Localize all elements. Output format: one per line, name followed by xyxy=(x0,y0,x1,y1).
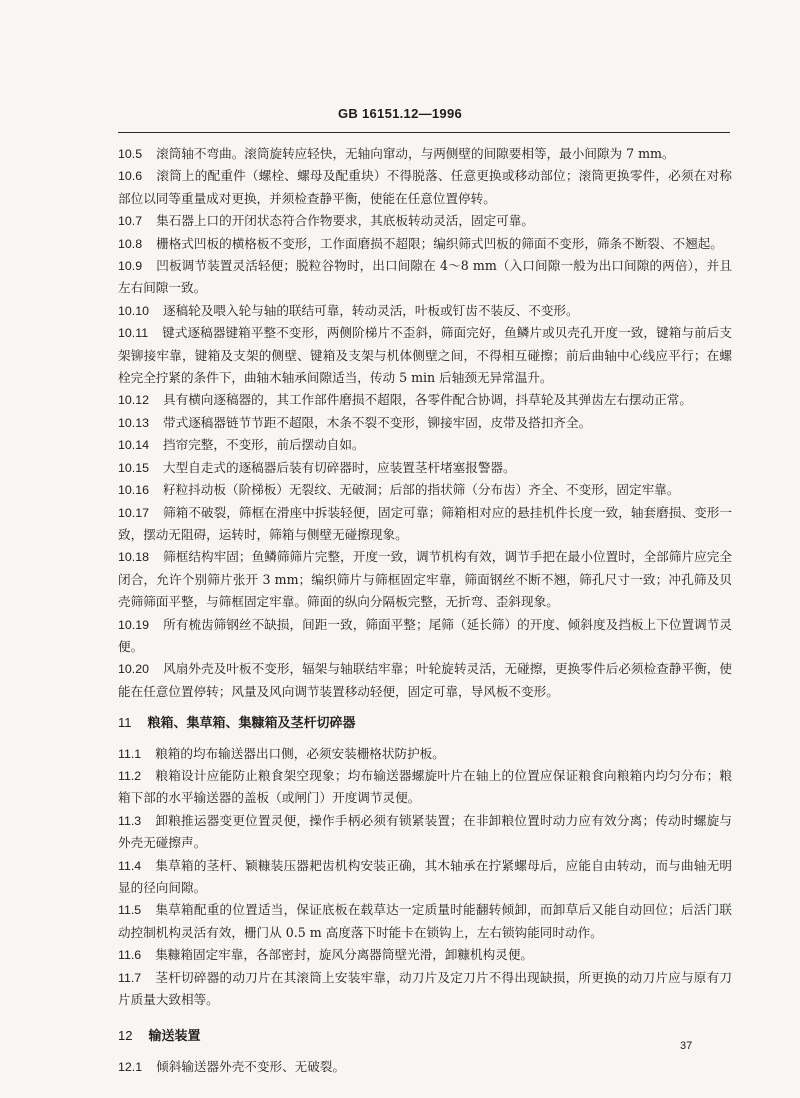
clause-paragraph xyxy=(118,614,732,659)
clause-number: 11.7 xyxy=(118,970,142,985)
clause-paragraph xyxy=(118,944,732,966)
clause-number: 10.19 xyxy=(118,617,150,632)
section-12-clauses xyxy=(118,1056,732,1078)
clause-number: 11.5 xyxy=(118,903,142,918)
section-10-clauses xyxy=(118,143,732,703)
clause-text: 粮箱的均布输送器出口侧，必须安装栅格状防护板。 xyxy=(155,745,445,761)
clause-number: 11.6 xyxy=(118,948,142,963)
clause-text: 挡帘完整，不变形，前后摆动自如。 xyxy=(163,437,365,453)
clause-paragraph xyxy=(118,143,732,165)
clause-number: 10.18 xyxy=(118,550,150,565)
clause-text: 滚筒轴不弯曲。滚筒旋转应轻快，无轴向窜动，与两侧壁的间隙要相等，最小间隙为 7 mm。 xyxy=(156,146,675,161)
section-11-heading xyxy=(118,712,732,734)
clause-text: 粮箱设计应能防止粮食架空现象；均布输送器螺旋叶片在轴上的位置应保证粮食向粮箱内均匀分布；粮箱下部的水平输送器的盖板（或闸门）开度调节灵便。 xyxy=(118,767,732,806)
clause-paragraph xyxy=(118,899,732,944)
clause-number: 10.9 xyxy=(118,259,143,274)
clause-number: 10.6 xyxy=(118,169,143,184)
clause-text: 卸粮推运器变更位置灵便，操作手柄必须有锁紧装置；在非卸粮位置时动力应有效分离；传动时螺旋与外壳无碰擦声。 xyxy=(118,812,732,851)
section-12-heading xyxy=(118,1025,732,1047)
clause-number: 10.11 xyxy=(118,326,149,341)
clause-text: 集石器上口的开闭状态符合作物要求，其底板转动灵活，固定可靠。 xyxy=(156,213,534,229)
clause-number: 10.10 xyxy=(118,303,150,318)
clause-paragraph xyxy=(118,658,732,703)
clause-text: 带式逐稿器链节节距不超限，木条不裂不变形，铆接牢固，皮带及搭扣齐全。 xyxy=(163,414,592,430)
clause-number: 12.1 xyxy=(118,1059,143,1074)
clause-text: 凹板调节装置灵活轻便；脱粒谷物时，出口间隙在 4～8 mm（入口间隙一般为出口间隙的两倍），并且左右间隙一致。 xyxy=(118,258,732,296)
clause-text: 所有梳齿筛钢丝不缺损，间距一致，筛面平整；尾筛（延长筛）的开度、倾斜度及挡板上下位置调节灵便。 xyxy=(118,616,732,654)
clause-paragraph xyxy=(118,479,732,501)
clause-number: 10.20 xyxy=(118,662,150,677)
clause-text: 籽粒抖动板（阶梯板）无裂纹、无破洞；后部的指状筛（分布齿）齐全、不变形，固定牢靠。 xyxy=(163,482,680,498)
clause-text: 集草箱配重的位置适当，保证底板在载草达一定质量时能翻转倾卸，而卸草后又能自动回位；后活门联动控制机构灵活有效，栅门从 0.5 m 高度落下时能卡在锁钩上，左右锁钩能同时动作。 xyxy=(118,902,732,940)
clause-text: 滚筒上的配重件（螺栓、螺母及配重块）不得脱落、任意更换或移动部位；滚筒更换零件，必须在对称部位以同等重量成对更换，并须检查静平衡，使能在任意位置停转。 xyxy=(118,168,732,206)
clause-text: 具有横向逐稿器的，其工作部件磨损不超限，各零件配合协调，抖草轮及其弹齿左右摆动正常。 xyxy=(163,392,692,408)
clause-text: 筛框结构牢固；鱼鳞筛筛片完整，开度一致，调节机构有效，调节手把在最小位置时，全部筛片应完全闭合，允许个别筛片张开 3 mm；编织筛片与筛框固定牢靠，筛面钢丝不断不翘，筛孔尺寸一致；冲孔筛及贝壳筛筛面平整，与筛框固定牢靠。筛面的纵向分隔板完整，无折弯、歪斜现象。 xyxy=(118,549,732,610)
clause-number: 10.5 xyxy=(118,147,143,161)
section-title: 粮箱、集草箱、集糠箱及茎杆切碎器 xyxy=(147,715,356,731)
clause-number: 10.8 xyxy=(118,236,143,251)
clause-paragraph xyxy=(118,765,732,810)
clause-paragraph xyxy=(118,389,732,411)
clause-paragraph xyxy=(118,855,732,900)
clause-paragraph xyxy=(118,502,732,547)
clause-number: 10.16 xyxy=(118,483,150,498)
clause-paragraph xyxy=(118,300,732,322)
clause-text: 筛箱不破裂，筛框在滑座中拆装轻便，固定可靠；筛箱相对应的悬挂机件长度一致，轴套磨损、变形一致，摆动无阻碍，运转时，筛箱与侧壁无碰擦现象。 xyxy=(118,504,732,542)
clause-text: 键式逐稿器键箱平整不变形，两侧阶梯片不歪斜，筛面完好，鱼鳞片或贝壳孔开度一致，键箱与前后支架铆接牢靠，键箱及支架的侧壁、键箱及支架与机体侧壁之间，不得相互碰擦；前后曲轴中心线应平行；在螺栓完全拧紧的条件下，曲轴木轴承间隙适当，传动 5 min 后轴颈无异常温升。 xyxy=(118,325,732,386)
clause-text: 茎杆切碎器的动刀片在其滚筒上安装牢靠，动刀片及定刀片不得出现缺损，所更换的动刀片应与原有刀片质量大致相等。 xyxy=(118,969,732,1008)
clause-paragraph xyxy=(118,1056,732,1078)
clause-paragraph xyxy=(118,165,732,210)
clause-number: 11.3 xyxy=(118,813,142,828)
clause-text: 集糠箱固定牢靠，各部密封，旋风分离器筒壁光滑，卸糠机构灵便。 xyxy=(155,947,534,963)
clause-paragraph xyxy=(118,743,732,765)
clause-number: 11.2 xyxy=(118,768,142,783)
clause-text: 风扇外壳及叶板不变形，辐架与轴联结牢靠；叶轮旋转灵活，无碰擦，更换零件后必须检查静平衡，使能在任意位置停转；风量及风向调节装置移动轻便，固定可靠，导风板不变形。 xyxy=(118,661,732,699)
header-rule xyxy=(118,132,730,133)
clause-number: 10.12 xyxy=(118,393,150,408)
clause-text: 大型自走式的逐稿器后装有切碎器时，应装置茎杆堵塞报警器。 xyxy=(163,459,516,475)
clause-text: 集草箱的茎杆、颖糠装压器耙齿机构安装正确，其木轴承在拧紧螺母后，应能自由转动，而与曲轴无明显的径向间隙。 xyxy=(118,857,732,895)
clause-paragraph xyxy=(118,967,732,1012)
section-title: 输送装置 xyxy=(148,1028,201,1044)
clause-number: 11.1 xyxy=(118,746,142,761)
clause-text: 栅格式凹板的横格板不变形，工作面磨损不超限；编织筛式凹板的筛面不变形，筛条不断裂、不翘起。 xyxy=(156,235,723,251)
clause-number: 10.15 xyxy=(118,460,150,475)
clause-paragraph xyxy=(118,233,732,255)
clause-paragraph xyxy=(118,210,732,232)
clause-number: 11.4 xyxy=(118,858,142,873)
page-number: 37 xyxy=(680,1040,693,1052)
clause-text: 逐稿轮及喂入轮与轴的联结可靠，转动灵活，叶板或钉齿不装反、不变形。 xyxy=(163,302,579,318)
clause-paragraph xyxy=(118,412,732,434)
document-body xyxy=(118,143,732,1078)
clause-number: 10.7 xyxy=(118,214,143,229)
clause-text: 倾斜输送器外壳不变形、无破裂。 xyxy=(156,1058,346,1074)
section-number: 12 xyxy=(118,1028,133,1044)
clause-number: 10.17 xyxy=(118,505,150,520)
clause-paragraph xyxy=(118,322,732,389)
clause-paragraph xyxy=(118,546,732,613)
clause-paragraph xyxy=(118,457,732,479)
section-number: 11 xyxy=(118,715,132,731)
section-11-clauses xyxy=(118,743,732,1012)
clause-number: 10.14 xyxy=(118,438,150,453)
clause-paragraph xyxy=(118,255,732,300)
clause-paragraph xyxy=(118,810,732,855)
clause-number: 10.13 xyxy=(118,415,150,430)
clause-paragraph xyxy=(118,434,732,456)
standard-header: GB 16151.12—1996 xyxy=(337,106,463,121)
